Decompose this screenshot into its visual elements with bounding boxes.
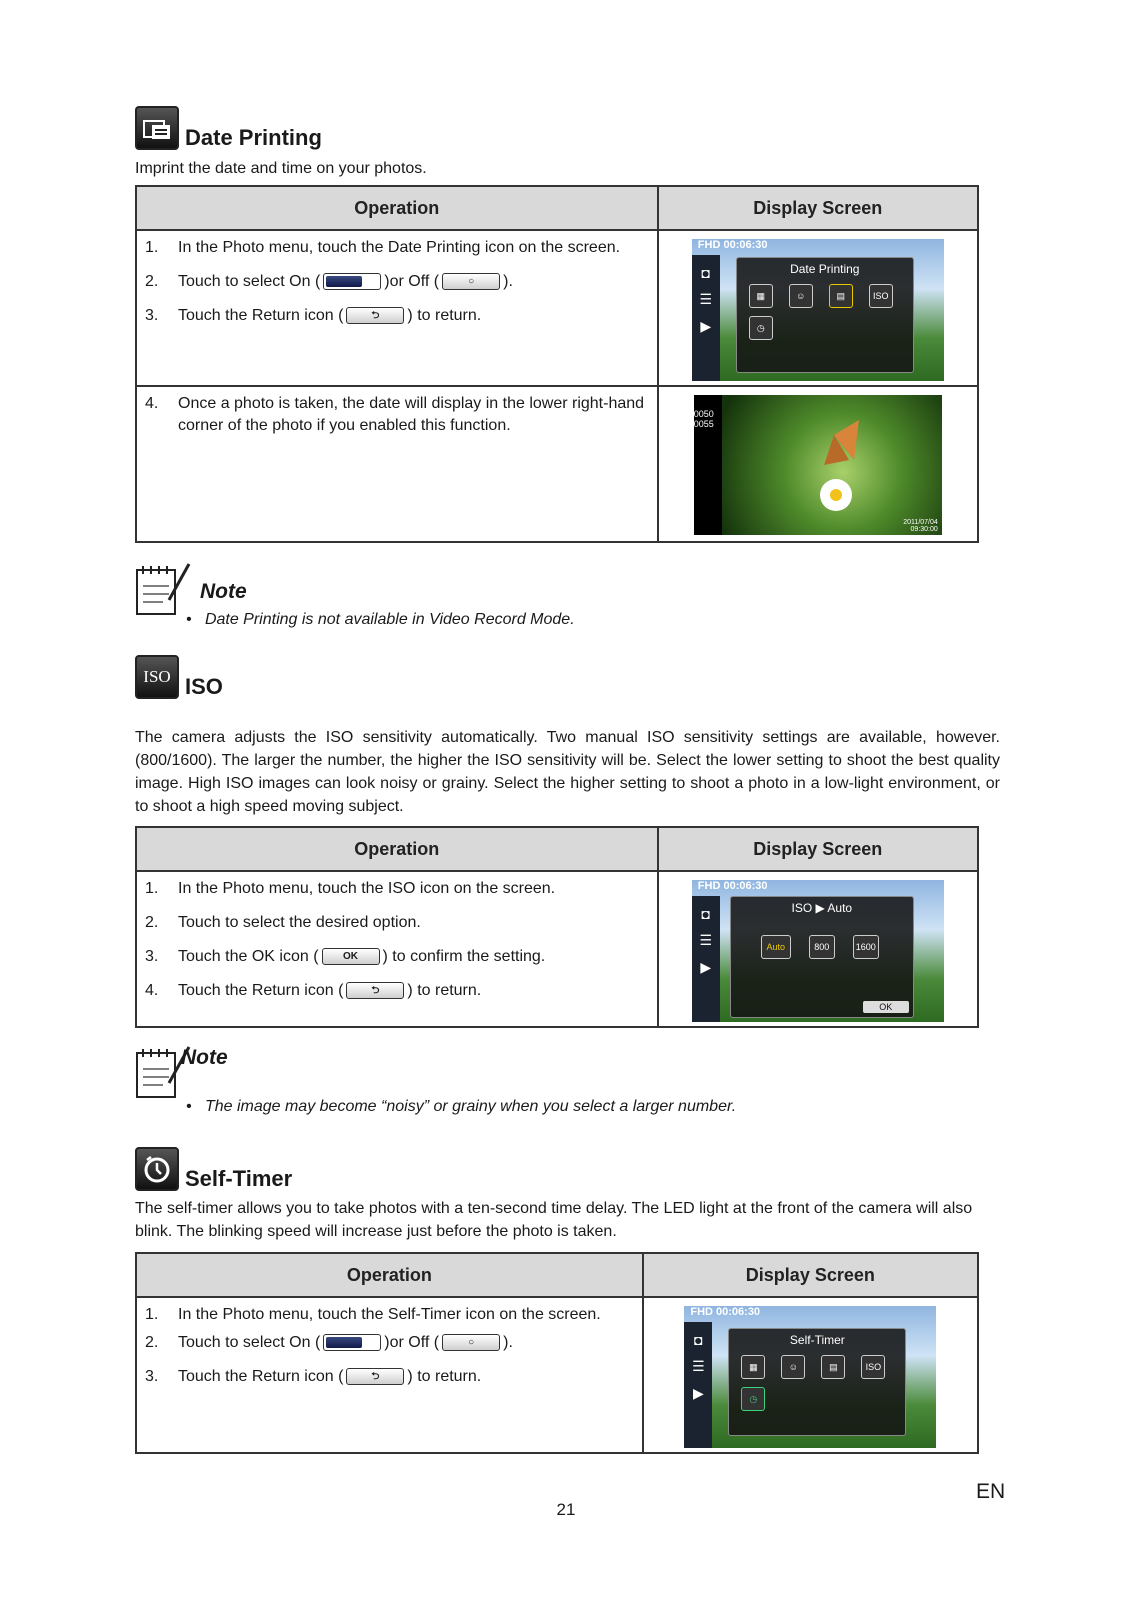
step: 1. In the Photo menu, touch the Date Printing icon on the screen. [145, 239, 621, 256]
play-icon: ▶ [700, 959, 712, 975]
sharpness-icon: ▦ [749, 284, 773, 308]
step: 3. Touch the Return icon ( ⮌ ) to return. [145, 1368, 482, 1385]
operation-header: Operation [136, 827, 658, 871]
self-timer-intro: The self-timer allows you to take photos with a ten-second time delay. The LED light at the front of the camera will also blink. The blinking speed will increase just before the photo is taken. [135, 1200, 973, 1240]
timer-icon: ◷ [741, 1387, 765, 1411]
face-icon: ☺ [781, 1355, 805, 1379]
iso-heading [135, 655, 223, 699]
note-1 [133, 560, 833, 640]
menu-sidebar [692, 896, 720, 1022]
display-screen-header: Display Screen [658, 827, 978, 871]
iso-option: Auto [761, 935, 791, 959]
iso-intro: The camera adjusts the ISO sensitivity automatically. Two manual ISO sensitivity settings are available, however. (800/1600). The larger the number, the higher the ISO sensitivity will be. Select the lower setting to shoot the best quality image. High ISO images can look noisy or grainy. Select the higher setting to shoot a photo in a low-light environment, or to shoot a high speed moving subject. [135, 729, 1000, 815]
date-printing-intro: Imprint the date and time on your photos. [135, 160, 427, 177]
operation-header: Operation [136, 1253, 643, 1297]
ok-button: OK [863, 1001, 909, 1013]
screen-panel-title: Date Printing [790, 262, 860, 276]
off-toggle-icon: ○ [442, 273, 500, 290]
note-text: • The image may become “noisy” or grainy when you select a larger number. [186, 1098, 737, 1115]
on-toggle-icon [323, 273, 381, 290]
operation-header: Operation [136, 186, 658, 230]
step: 1. In the Photo menu, touch the ISO icon on the screen. [145, 880, 556, 897]
language-label: EN [976, 1480, 1006, 1503]
iso-option: 1600 [853, 935, 879, 959]
iso-table [135, 826, 979, 1028]
note-title: Note [200, 580, 247, 603]
self-timer-title: Self-Timer [185, 1166, 293, 1191]
ok-icon: OK [322, 948, 380, 965]
iso-icon: ISO [135, 655, 179, 699]
step: 2. Touch to select the desired option. [145, 914, 421, 931]
step: 2. Touch to select On ( )or Off ( ○ ). [145, 1334, 513, 1351]
date-icon: ▤ [821, 1355, 845, 1379]
page-number: 21 [556, 1500, 576, 1519]
list-icon: ☰ [699, 932, 713, 948]
self-timer-table [135, 1252, 979, 1454]
note-2 [133, 1043, 833, 1123]
return-icon: ⮌ [346, 307, 404, 324]
step: 4. Touch the Return icon ( ⮌ ) to return. [145, 982, 482, 999]
note-text: • Date Printing is not available in Video Record Mode. [186, 611, 575, 628]
return-icon: ⮌ [346, 1368, 404, 1385]
screen-panel-title: Self-Timer [789, 1333, 845, 1347]
iso-screen: FHD 00:06:30 ◘ ☰ ▶ ISO ▶ Auto Auto 800 1600 OK [692, 880, 944, 1022]
photo-preview-screen: 0050 0055 2011/07/04 09:30:00 [694, 395, 942, 535]
step: 1. In the Photo menu, touch the Self-Timer icon on the screen. [145, 1306, 601, 1323]
date-printing-screen: FHD 00:06:30 ◘ ☰ ▶ Date Printing ▦ ☺ ▤ ISO ◷ [692, 239, 944, 381]
note-title: Note [181, 1046, 228, 1069]
camera-icon: ◘ [701, 906, 711, 922]
display-screen-header: Display Screen [658, 186, 978, 230]
iso-icon: ISO [869, 284, 893, 308]
iso-option: 800 [809, 935, 835, 959]
iso-title: ISO [185, 674, 223, 699]
camera-icon: ◘ [701, 265, 711, 281]
play-icon: ▶ [692, 1385, 704, 1401]
timer-icon: ◷ [749, 316, 773, 340]
date-printing-icon [135, 106, 179, 150]
self-timer-heading [135, 1147, 292, 1191]
iso-icon: ISO [861, 1355, 885, 1379]
menu-sidebar [684, 1322, 712, 1448]
menu-sidebar [692, 255, 720, 381]
step: 3. Touch the OK icon ( OK ) to confirm the setting. [145, 948, 546, 965]
date-printing-heading [135, 106, 322, 150]
date-icon: ▤ [829, 284, 853, 308]
list-icon: ☰ [699, 291, 713, 307]
date-printing-table [135, 185, 979, 543]
camera-icon: ◘ [694, 1332, 703, 1348]
self-timer-icon [135, 1147, 179, 1191]
date-printing-title: Date Printing [185, 125, 322, 150]
screen-panel-title: ISO ▶ Auto [791, 901, 853, 915]
note-icon [133, 560, 191, 618]
off-toggle-icon: ○ [442, 1334, 500, 1351]
sharpness-icon: ▦ [741, 1355, 765, 1379]
self-timer-screen: FHD 00:06:30 ◘ ☰ ▶ Self-Timer ▦ ☺ ▤ ISO ◷ [684, 1306, 936, 1448]
on-toggle-icon [323, 1334, 381, 1351]
play-icon: ▶ [700, 318, 712, 334]
list-icon: ☰ [692, 1358, 705, 1374]
step: 4. Once a photo is taken, the date will display in the lower right-hand corner of the photo if you enabled this function. [145, 395, 645, 434]
display-screen-header: Display Screen [643, 1253, 978, 1297]
return-icon: ⮌ [346, 982, 404, 999]
step: 2. Touch to select On ( )or Off ( ○ ). [145, 273, 513, 290]
step: 3. Touch the Return icon ( ⮌ ) to return. [145, 307, 482, 324]
face-icon: ☺ [789, 284, 813, 308]
